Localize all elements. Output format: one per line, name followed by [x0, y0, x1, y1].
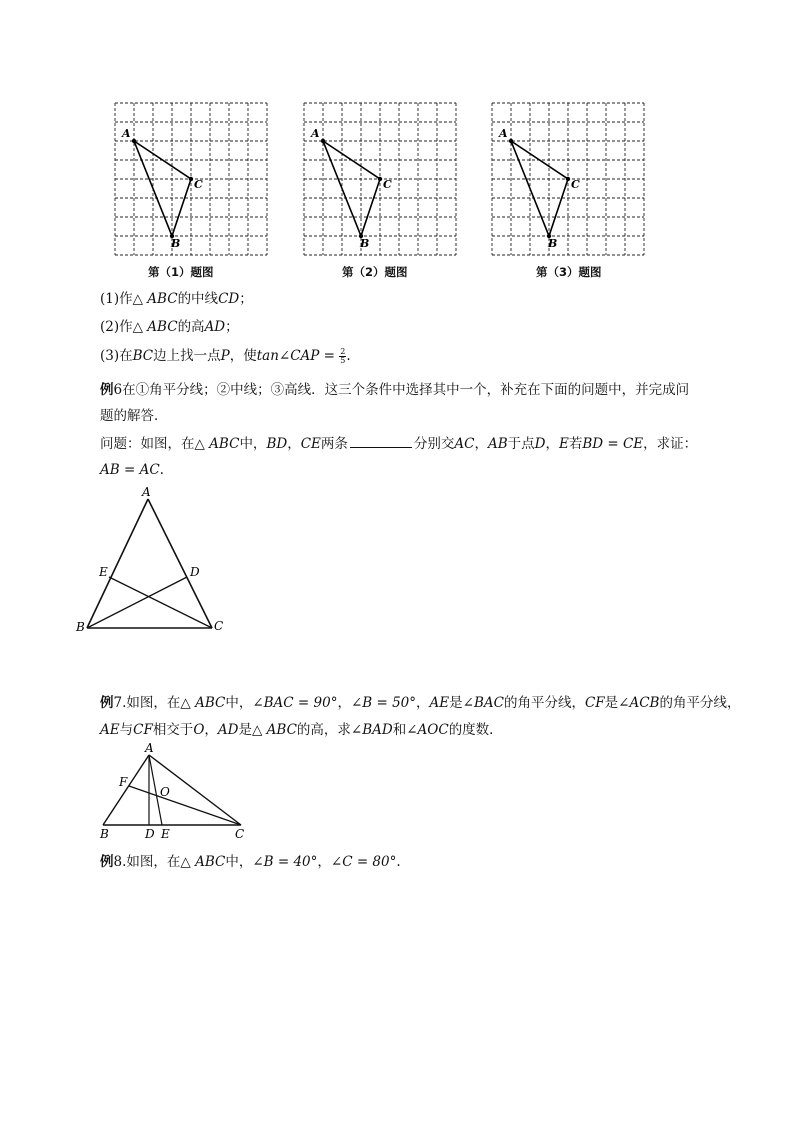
- ex8-text-d: .: [396, 854, 401, 870]
- ex8-text-a: .如图，在: [122, 854, 181, 870]
- ex7-text-d: ，: [416, 695, 430, 711]
- vertex-label-b: B: [360, 237, 370, 250]
- ex7-angle-b: ∠B = 50°: [350, 695, 417, 711]
- q-text-b: 中，: [239, 436, 267, 452]
- vertex-label-c: C: [194, 178, 203, 191]
- ex7-text-g: 是: [604, 695, 619, 711]
- q-ce: CE: [300, 436, 321, 452]
- grid-caption-2: 第（2）题图: [342, 265, 408, 279]
- ex7-text-c: ，: [337, 695, 351, 711]
- example-7-line-1: [100, 694, 740, 712]
- ex8-angle-b: ∠B = 40°: [252, 854, 318, 870]
- point-label-o: O: [160, 785, 170, 799]
- q-point-e: E: [558, 436, 569, 452]
- q-text-a: 问题：如图，在: [100, 436, 195, 452]
- example-7-label: 例: [100, 695, 114, 711]
- example-6-conclusion: [100, 461, 164, 479]
- vertex-c-dot: [566, 177, 570, 181]
- task-1-prefix: (1)作: [100, 291, 133, 307]
- ex7-triangle-2: △ ABC: [251, 722, 297, 738]
- ex7-text-k: ，: [204, 722, 218, 738]
- q-text-d: 两条: [320, 436, 348, 452]
- ex7-text-a: .如图，在: [122, 695, 181, 711]
- vertex-c-dot: [378, 177, 382, 181]
- conclusion-equation: AB = AC: [100, 462, 160, 478]
- vertex-label-b: B: [171, 237, 181, 250]
- q-triangle: △ ABC: [194, 436, 240, 452]
- ex7-text-e: 是: [449, 695, 463, 711]
- ex7-angle-aoc: ∠AOC: [406, 722, 449, 738]
- q-ab: AB: [487, 436, 508, 452]
- ex7-text-l: 是: [238, 722, 252, 738]
- point-label-e: E: [161, 827, 170, 841]
- vertex-label-c: C: [235, 827, 245, 841]
- grid-diagram-1: [113, 101, 269, 261]
- vertex-label-c: C: [214, 619, 224, 633]
- q-bd: BD: [266, 436, 288, 452]
- ex7-triangle: △ ABC: [180, 695, 226, 711]
- answer-blank[interactable]: [350, 435, 412, 448]
- q-text-f: ，: [474, 436, 488, 452]
- vertex-label-c: C: [383, 178, 392, 191]
- triangle-abc: [323, 141, 380, 236]
- triangle-abc: [511, 141, 568, 236]
- example-6-label: 例: [100, 382, 114, 398]
- ex7-text-j: 相交于: [152, 722, 194, 738]
- task-3-end: .: [346, 348, 351, 364]
- ex7-text-f: 的角平分线，: [503, 695, 585, 711]
- ex7-ad: AD: [217, 722, 239, 738]
- triangle-abc: [134, 141, 191, 236]
- vertex-label-a: A: [311, 127, 320, 140]
- ex7-text-h: 的角平分线，: [659, 695, 741, 711]
- fraction-numerator: 2: [340, 347, 346, 356]
- example-6-line-2: 题的解答．: [100, 408, 168, 424]
- q-text-h: ，: [545, 436, 559, 452]
- grid-caption-3: 第（3）题图: [536, 265, 602, 279]
- task-1-segment: CD: [218, 291, 240, 307]
- ex8-text-c: ，: [317, 854, 331, 870]
- example-8-label: 例: [100, 854, 114, 870]
- ex7-angle-bad: ∠BAD: [350, 722, 393, 738]
- ex7-text-p: 的度数．: [448, 722, 503, 738]
- ex7-angle-bac-2: ∠BAC: [462, 695, 504, 711]
- ex8-triangle: △ ABC: [180, 854, 226, 870]
- example-6-diagram: [70, 484, 240, 634]
- task-3-text: 边上找一点: [153, 348, 221, 364]
- q-text-i: 若: [568, 436, 583, 452]
- task-2-segment: AD: [204, 319, 226, 335]
- q-point-d: D: [534, 436, 546, 452]
- task-3: [100, 347, 351, 365]
- example-7-line-2: [100, 721, 503, 739]
- vertex-label-b: B: [100, 827, 109, 841]
- vertex-label-a: A: [122, 127, 131, 140]
- point-label-d: D: [145, 827, 155, 841]
- example-7-diagram: [95, 742, 255, 844]
- q-equation: BD = CE: [582, 436, 644, 452]
- grid-diagram-3: [490, 101, 646, 261]
- grid-figure-2: [302, 101, 458, 261]
- task-2-end: ；: [225, 319, 239, 335]
- grid-caption-1: 第（1）题图: [148, 265, 214, 279]
- ex7-angle-bac: ∠BAC = 90°: [252, 695, 338, 711]
- task-1: [100, 290, 253, 308]
- vertex-a-dot: [509, 139, 513, 143]
- ex7-text-n: 和: [392, 722, 407, 738]
- task-1-text: 的中线: [177, 291, 219, 307]
- ex7-cf-2: CF: [133, 722, 153, 738]
- segment-ce: [109, 577, 212, 628]
- vertex-c-dot: [189, 177, 193, 181]
- conclusion-end: .: [159, 462, 164, 478]
- grid-figure-1: [113, 101, 269, 261]
- task-2: [100, 318, 239, 336]
- ex7-angle-acb: ∠ACB: [618, 695, 660, 711]
- ex7-text-m: 的高，求: [296, 722, 351, 738]
- example-8-line-1: [100, 853, 401, 871]
- q-ac: AC: [454, 436, 475, 452]
- ex7-ae: AE: [429, 695, 450, 711]
- task-3-expression: tan∠CAP =: [256, 348, 340, 364]
- task-1-triangle: △ ABC: [132, 291, 178, 307]
- example-6-line-1: [100, 381, 689, 399]
- q-text-g: 于点: [507, 436, 535, 452]
- ex7-text-b: 中，: [225, 695, 253, 711]
- vertex-label-b: B: [548, 237, 558, 250]
- vertex-label-a: A: [145, 742, 154, 755]
- ex7-ae-2: AE: [100, 722, 120, 738]
- vertex-label-b: B: [76, 620, 85, 634]
- vertex-label-a: A: [142, 485, 151, 499]
- ex7-point-o: O: [193, 722, 205, 738]
- grid-diagram-2: [302, 101, 458, 261]
- ex7-cf: CF: [584, 695, 605, 711]
- side-ac: [148, 499, 212, 628]
- task-2-prefix: (2)作: [100, 319, 133, 335]
- vertex-a-dot: [132, 139, 136, 143]
- task-2-text: 的高: [177, 319, 205, 335]
- ex8-text-b: 中，: [225, 854, 253, 870]
- task-3-segment: BC: [132, 348, 154, 364]
- point-label-d: D: [190, 565, 200, 579]
- point-label-e: E: [99, 565, 108, 579]
- ex8-angle-c: ∠C = 80°: [330, 854, 397, 870]
- example-7-number: 7: [113, 695, 123, 711]
- point-label-f: F: [119, 775, 128, 789]
- ex7-text-i: 与: [119, 722, 134, 738]
- example-6-question: [100, 435, 697, 453]
- fraction-denominator: 5: [340, 356, 346, 365]
- vertex-a-dot: [321, 139, 325, 143]
- task-3-text-2: ，使: [229, 348, 257, 364]
- example-6-number: 6: [113, 382, 123, 398]
- grid-figure-3: [490, 101, 646, 261]
- q-text-c: ，: [287, 436, 301, 452]
- example-8-number: 8: [113, 854, 123, 870]
- task-3-point: P: [220, 348, 230, 364]
- bisector-cf: [129, 786, 241, 825]
- q-text-j: ，求证：: [643, 436, 698, 452]
- side-ab: [87, 499, 148, 628]
- task-1-end: ；: [239, 291, 253, 307]
- segment-bd: [87, 577, 187, 628]
- example-6-text-1: 在①角平分线；②中线；③高线．这三个条件中选择其中一个，补充在下面的问题中，并完成问: [122, 382, 690, 398]
- vertex-label-c: C: [571, 178, 580, 191]
- vertex-label-a: A: [499, 127, 508, 140]
- task-3-prefix: (3)在: [100, 348, 133, 364]
- task-2-triangle: △ ABC: [132, 319, 178, 335]
- q-text-e: 分别交: [413, 436, 455, 452]
